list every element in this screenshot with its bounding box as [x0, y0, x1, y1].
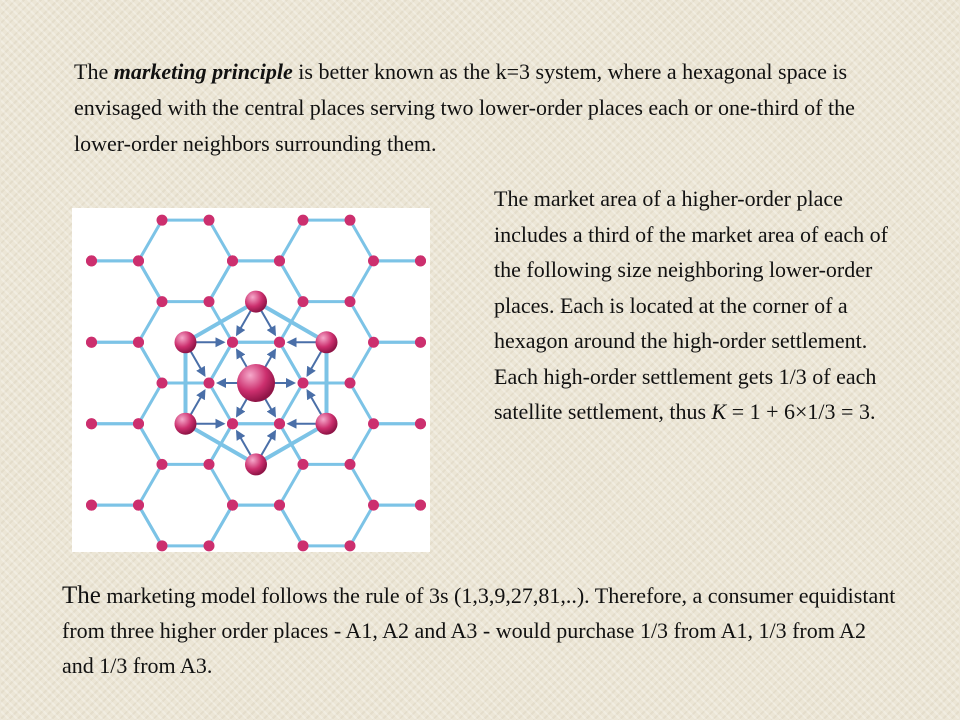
hex-edge	[209, 342, 233, 383]
lower-order-node	[204, 459, 215, 470]
lower-order-node	[204, 296, 215, 307]
hex-edge	[139, 261, 163, 302]
lower-order-node	[345, 215, 356, 226]
hex-edge	[139, 505, 163, 546]
lower-order-node	[157, 215, 168, 226]
lower-order-node	[274, 337, 285, 348]
hex-edge	[139, 383, 163, 424]
higher-order-node	[316, 413, 338, 435]
lower-order-node	[133, 418, 144, 429]
side-text: The market area of a higher-order place includes a third of the market area of each of the following size neighboring lower-order places. Each is located at the corner of a hexagon around the high-order settlement. Each high-order settlement gets 1/3 of each satellite settlement, thus	[494, 186, 888, 424]
satellite-arrow	[308, 391, 323, 416]
hex-edge	[350, 302, 374, 343]
hex-edge	[350, 424, 374, 465]
intro-term: marketing principle	[113, 59, 293, 84]
lower-order-node	[415, 500, 426, 511]
lower-order-node	[298, 215, 309, 226]
lower-order-node	[133, 255, 144, 266]
lower-order-node	[415, 418, 426, 429]
hex-edge	[139, 220, 163, 261]
lower-order-node	[133, 337, 144, 348]
hex-edge	[139, 342, 163, 383]
lower-order-node	[298, 540, 309, 551]
lower-order-node	[157, 540, 168, 551]
hex-edge	[139, 302, 163, 343]
satellite-arrow	[190, 350, 205, 375]
hex-edge	[139, 424, 163, 465]
lower-order-node	[345, 296, 356, 307]
intro-paragraph	[74, 54, 894, 162]
lower-order-node	[157, 378, 168, 389]
lower-order-node	[157, 459, 168, 470]
hex-edge	[209, 383, 233, 424]
hex-edge	[280, 342, 304, 383]
hexagon-diagram	[72, 208, 430, 552]
intro-post: is better known as the k=3 system, where a hexagonal space is envisaged with the central places serving two lower-order places each or one-third of the lower-order neighbors surrounding them.	[74, 59, 855, 156]
hex-edge	[280, 383, 304, 424]
lower-order-node	[274, 500, 285, 511]
higher-order-node	[175, 413, 197, 435]
k-formula: = 1 + 6×1/3 = 3.	[726, 399, 876, 424]
lower-order-node	[298, 459, 309, 470]
hex-edge	[280, 261, 304, 302]
lower-order-node	[86, 418, 97, 429]
lower-order-node	[133, 500, 144, 511]
hex-edge	[209, 505, 233, 546]
hex-edge	[350, 220, 374, 261]
lower-order-node	[345, 378, 356, 389]
intro-pre: The	[74, 59, 114, 84]
hex-edge	[350, 261, 374, 302]
hex-edge	[139, 464, 163, 505]
lower-order-node	[86, 337, 97, 348]
hexagon-lattice-svg	[72, 208, 430, 552]
bottom-text: marketing model follows the rule of 3s (1,3,9,27,81,..). Therefore, a consumer equidistant from three higher order places - A1, A2 and A3 - would purchase 1/3 from A1, 1/3 from A2 and 1/3 from A3.	[62, 583, 896, 678]
hex-edge	[209, 261, 233, 302]
lower-order-node	[415, 337, 426, 348]
higher-order-node	[245, 291, 267, 313]
lower-order-node	[368, 500, 379, 511]
lower-order-node	[368, 418, 379, 429]
higher-order-node	[316, 331, 338, 353]
bottom-paragraph	[62, 578, 902, 683]
lower-order-node	[415, 255, 426, 266]
side-paragraph	[494, 181, 904, 430]
lower-order-node	[86, 500, 97, 511]
lower-order-node	[204, 540, 215, 551]
lower-order-node	[227, 255, 238, 266]
higher-order-node	[175, 331, 197, 353]
hex-edge	[280, 464, 304, 505]
lower-order-node	[274, 255, 285, 266]
hex-edge	[280, 505, 304, 546]
central-place-node	[237, 364, 275, 402]
hex-edge	[350, 505, 374, 546]
lower-order-node	[227, 418, 238, 429]
lower-order-node	[345, 459, 356, 470]
lower-order-node	[227, 337, 238, 348]
lower-order-node	[86, 255, 97, 266]
k-symbol: K	[711, 399, 727, 424]
lower-order-node	[157, 296, 168, 307]
lower-order-node	[204, 378, 215, 389]
lower-order-node	[368, 255, 379, 266]
hex-edge	[209, 464, 233, 505]
lower-order-node	[204, 215, 215, 226]
lower-order-node	[298, 296, 309, 307]
lower-order-node	[368, 337, 379, 348]
hex-edge	[209, 220, 233, 261]
bottom-lead: The	[62, 582, 101, 609]
lower-order-node	[274, 418, 285, 429]
lower-order-node	[298, 378, 309, 389]
hex-edge	[350, 464, 374, 505]
satellite-arrow	[190, 391, 205, 416]
lower-order-node	[345, 540, 356, 551]
hex-edge	[350, 383, 374, 424]
satellite-arrow	[308, 350, 323, 375]
higher-order-node	[245, 453, 267, 475]
hex-edge	[280, 220, 304, 261]
lower-order-node	[227, 500, 238, 511]
hex-edge	[350, 342, 374, 383]
